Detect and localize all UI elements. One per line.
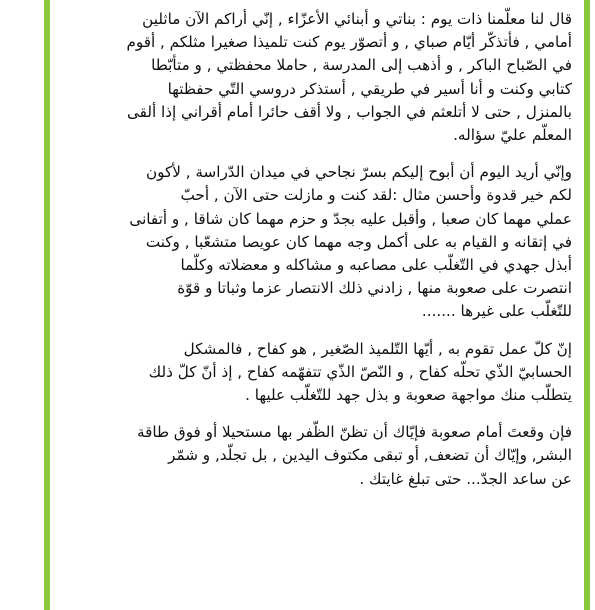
paragraph [60,338,572,408]
text-line: إنّ كلّ عمل تقوم به , أيّها التّلميذ الصّغير , هو كفاح , فالمشكل [183,339,572,358]
text-line: عملي مهما كان صعبا , وأقبل عليه بجدّ و حزم مهما كان شاقا , و أتفانى [129,209,572,228]
text-line: أمامي , فأتذكّر أيّام صباي , و أتصوّر يوم كنت تلميذا صغيرا مثلكم , أقوم [126,33,572,52]
text-line: بالمنزل , حتى لا أتلعثم في الجواب , ولا أقف حائرا أمام أقراني إذا ألقى [127,102,572,121]
text-line: أبذل جهدي في التّغلّب على مصاعبه و مشاكله و معضلاته وكلّما [180,256,572,275]
text-line: يتطلّب منك مواجهة صعوبة و بذل جهد للتّغلّب عليها . [245,386,572,405]
text-line: انتصرت على صعوبة منها , زادني ذلك الانتصار عزما وثباتا و قوّة [177,279,572,298]
text-line: للتّغلّب على غيرها ....... [421,302,572,321]
text-line: في إتقانه و القيام به على أكمل وجه مهما كان عويصا متشعّبا , وكنت [145,232,572,251]
right-border [584,0,590,610]
text-line: وإنّي أريد اليوم أن أبوح إليكم بسرّ نجاحي في ميدان الدّراسة , لأكون [146,163,572,182]
left-border [44,0,50,610]
text-line: فإن وقعتَ أمام صعوبة فإيّاك أن تظنّ الظّفر بها مستحيلا أو فوق طاقة [136,423,572,442]
document-text [60,8,572,505]
text-line: المعلّم عليّ سؤاله. [453,126,572,145]
text-line: البشر, وإيّاك أن تضعف, أو تبقى مكتوف اليدين , بل تجلّد, و شمّر [168,446,572,465]
text-line: عن ساعد الجدّ... حتى تبلغ غايتك . [359,469,572,488]
paragraph [60,8,572,147]
text-line: في الصّباح الباكر , و أذهب إلى المدرسة , حاملا محفظتي , و متأبّطا [151,56,572,75]
text-line: كتابي وكنت و أنا أسير في طريقي , أستذكر دروسي التّي حفظتها [167,79,572,98]
paragraph [60,161,572,323]
paragraph [60,421,572,491]
text-line: لكم خير قدوة وأحسن مثال :لقد كنت و مازلت حتى الآن , أحبّ [180,186,572,205]
text-line: الحسابيّ الذّي تحلّه كفاح , و النّصّ الذّي تتفهّمه كفاح , إذ أنّ كلّ ذلك [148,362,572,381]
text-line: قال لنا معلّمنا ذات يوم : بناتي و أبنائي الأعزّاء , إنّي أراكم الآن ماثلين [142,10,572,28]
